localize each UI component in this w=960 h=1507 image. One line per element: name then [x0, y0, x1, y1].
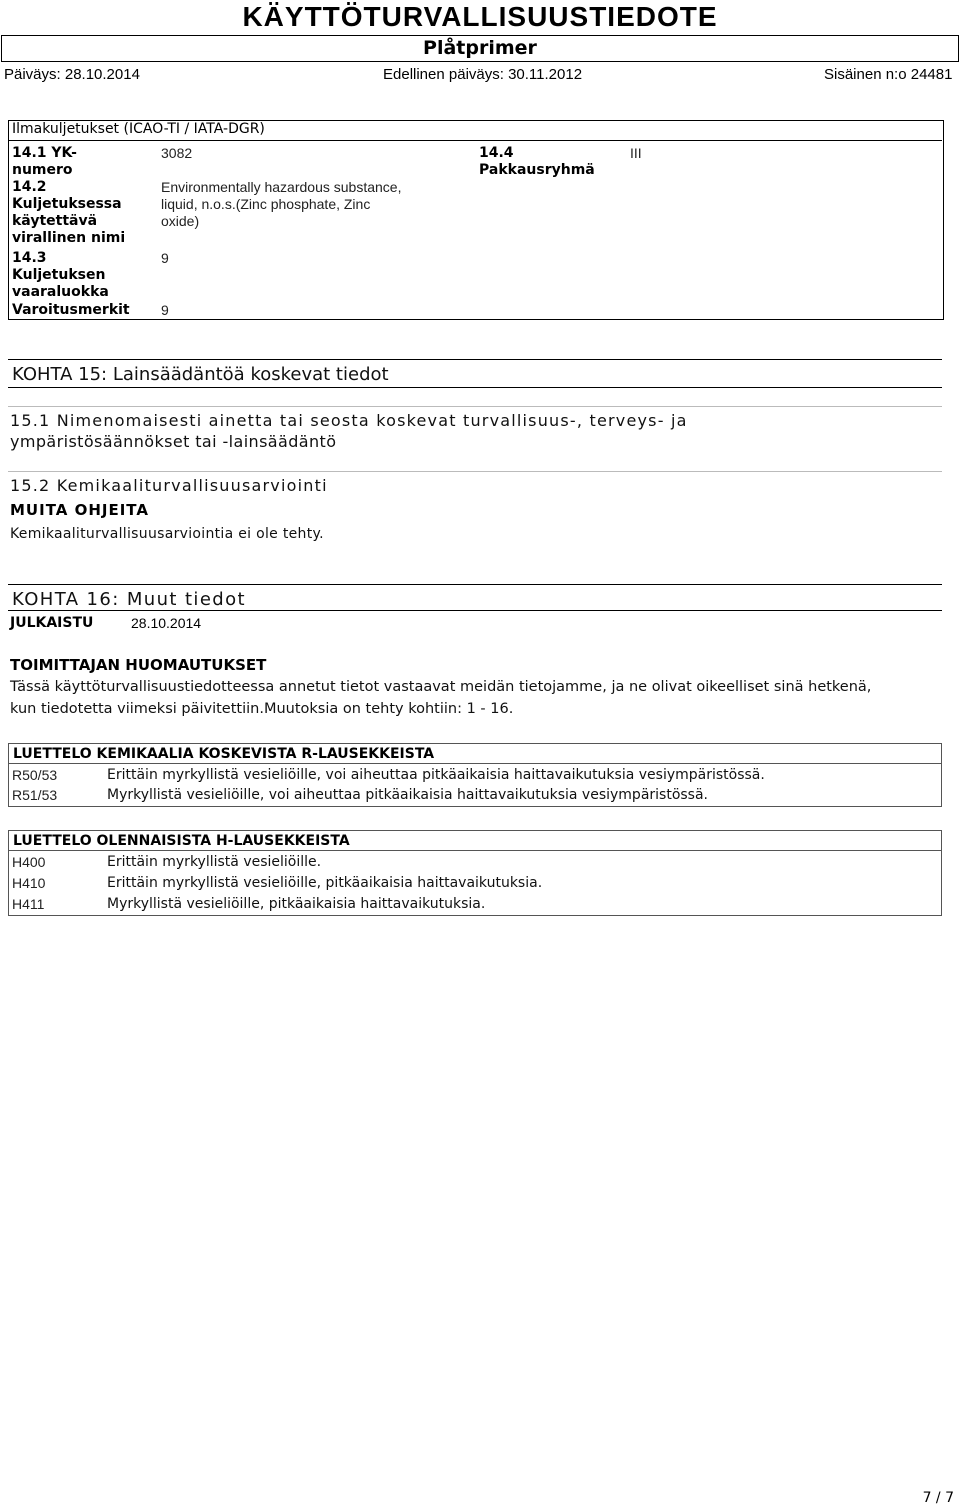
table-row: [9, 785, 941, 805]
subsection-15-1-title-line1: 15.1 Nimenomaisesti ainetta tai seosta koskevat turvallisuus-, terveys- ja: [10, 411, 688, 430]
table-row: [9, 852, 941, 872]
r-phrase-text: Erittäin myrkyllistä vesieliöille, voi aiheuttaa pitkäaikaisia haittavaikutuksia vesiympäristössä.: [107, 767, 765, 783]
section-16-bottom-rule: [8, 610, 942, 611]
h-phrase-code: H411: [12, 896, 45, 912]
section-15-title: KOHTA 15: Lainsäädäntöä koskevat tiedot: [12, 364, 389, 385]
h-phrase-text: Myrkyllistä vesieliöille, pitkäaikaisia haittavaikutuksia.: [107, 896, 486, 912]
table-row: [9, 894, 941, 914]
subsection-15-1-title-line2: ympäristösäännökset tai -lainsäädäntö: [10, 432, 337, 451]
shipping-name-label: 14.2 Kuljetuksessa käytettävä virallinen nimi: [12, 179, 126, 246]
subsection-15-2-rule: [8, 471, 942, 472]
un-number-label: 14.1 YK- numero: [12, 145, 77, 178]
r-phrase-code: R51/53: [12, 787, 58, 803]
issue-date: Päiväys: 28.10.2014: [4, 66, 140, 83]
warning-labels-value: 9: [161, 302, 169, 318]
supplier-notes-line2: kun tiedotetta viimeksi päivitettiin.Muutoksia on tehty kohtiin: 1 - 16.: [10, 701, 514, 717]
h-phrase-text: Erittäin myrkyllistä vesieliöille, pitkäaikaisia haittavaikutuksia.: [107, 875, 543, 891]
h-phrase-code: H410: [12, 875, 46, 891]
warning-labels-label: Varoitusmerkit: [12, 302, 130, 318]
shipping-name-value: Environmentally hazardous substance, liquid, n.o.s.(Zinc phosphate, Zinc oxide): [161, 179, 402, 229]
un-number-value: 3082: [161, 145, 193, 161]
r-phrases-table: [8, 743, 942, 807]
supplier-notes-heading: TOIMITTAJAN HUOMAUTUKSET: [10, 656, 267, 674]
document-title: KÄYTTÖTURVALLISUUSTIEDOTE: [242, 1, 718, 32]
packing-group-value: III: [630, 145, 642, 161]
section-15-top-rule: [8, 359, 942, 360]
hazard-class-value: 9: [161, 250, 169, 266]
section-16-title: KOHTA 16: Muut tiedot: [12, 589, 247, 610]
issued-value: 28.10.2014: [131, 615, 202, 631]
r-phrase-code: R50/53: [12, 767, 58, 783]
supplier-notes-line1: Tässä käyttöturvallisuustiedotteessa annetut tietot vastaavat meidän tietojamme, ja ne olivat oikeelliset sinä hetkenä,: [10, 679, 872, 695]
r-phrase-text: Myrkyllistä vesieliöille, voi aiheuttaa pitkäaikaisia haittavaikutuksia vesiympäristössä.: [107, 787, 709, 803]
other-instructions-heading: MUITA OHJEITA: [10, 501, 149, 519]
other-instructions-text: Kemikaaliturvallisuusarviointia ei ole tehty.: [10, 526, 324, 542]
subsection-15-1-rule: [8, 406, 942, 407]
h-phrase-code: H400: [12, 854, 46, 870]
h-phrases-heading: LUETTELO OLENNAISISTA H-LAUSEKKEISTA: [9, 831, 941, 851]
table-row: [9, 765, 941, 785]
internal-number: Sisäinen n:o 24481: [824, 66, 953, 83]
page-number: 7 / 7: [922, 1490, 954, 1506]
r-phrases-heading: LUETTELO KEMIKAALIA KOSKEVISTA R-LAUSEKKEISTA: [9, 744, 941, 764]
hazard-class-label: 14.3 Kuljetuksen vaaraluokka: [12, 250, 109, 300]
table-row: [9, 873, 941, 893]
section-15-bottom-rule: [8, 387, 942, 388]
h-phrase-text: Erittäin myrkyllistä vesieliöille.: [107, 854, 322, 870]
subsection-15-2-title: 15.2 Kemikaaliturvallisuusarviointi: [10, 476, 328, 495]
h-phrases-table: [8, 830, 942, 916]
issued-label: JULKAISTU: [10, 615, 94, 631]
previous-date: Edellinen päiväys: 30.11.2012: [383, 66, 583, 83]
product-name: Plåtprimer: [423, 37, 537, 59]
packing-group-label: 14.4 Pakkausryhmä: [479, 145, 595, 178]
air-transport-table: [8, 120, 944, 320]
air-transport-heading: Ilmakuljetukset (ICAO-TI / IATA-DGR): [12, 121, 265, 137]
section-16-top-rule: [8, 584, 942, 585]
